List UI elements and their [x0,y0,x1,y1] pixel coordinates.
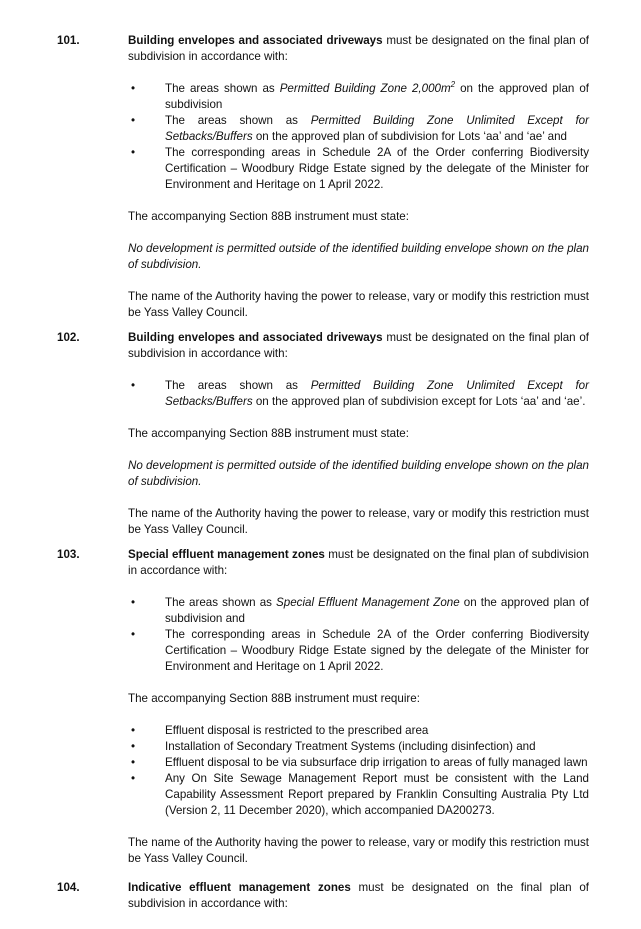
restriction-text: No development is permitted outside of the identified building envelope shown on the plan of subdivision. [128,242,589,271]
restriction-text: No development is permitted outside of the identified building envelope shown on the plan of subdivision. [128,459,589,488]
clause-number: 101. [57,34,80,47]
bullet-icon: • [130,772,136,785]
bullet-list [128,81,589,193]
clause-intro: Building envelopes and associated driveways must be designated on the final plan of subdivision in accordance with: [128,331,590,360]
instrument-text: The accompanying Section 88B instrument must state: [128,427,409,440]
bullet-icon: • [130,740,136,753]
clause-heading: Building envelopes and associated driveways [128,34,383,47]
clause-heading: Indicative effluent management zones [128,881,351,894]
list-item: • The corresponding areas in Schedule 2A of the Order conferring Biodiversity Certification – Woodbury Ridge Estate signed by the delegate of the Minister for Environment and Heritage on 1 April 2022. [128,627,589,675]
clause-body [128,547,589,867]
list-item: • The areas shown as Permitted Building Zone $2,000m^2$ on the approved plan of subdivision [128,81,589,113]
clause-body [128,330,589,538]
list-item: • Any On Site Sewage Management Report must be consistent with the Land Capability Assessment Report prepared by Franklin Consulting Australia Pty Ltd (Version 2, 11 December 2020), which accompanied DA200273. [128,771,589,819]
list-item: • The areas shown as Special Effluent Management Zone on the approved plan of subdivision and [128,595,589,627]
list-item: • The corresponding areas in Schedule 2A of the Order conferring Biodiversity Certification – Woodbury Ridge Estate signed by the delegate of the Minister for Environment and Heritage on 1 April 2022. [128,145,589,193]
clause-heading: Special effluent management zones [128,548,325,561]
clause-number: 104. [57,881,80,894]
bullet-icon: • [130,724,136,737]
list-item: • Effluent disposal is restricted to the prescribed area [128,723,589,739]
list-item: • Installation of Secondary Treatment Systems (including disinfection) and [128,739,589,755]
bullet-icon: • [130,379,136,392]
bullet-icon: • [130,82,136,95]
list-item: • Effluent disposal to be via subsurface drip irrigation to areas of fully managed lawn [128,755,589,771]
bullet-list [128,595,589,675]
bullet-icon: • [130,756,136,769]
clause-body [128,880,589,912]
authority-text: The name of the Authority having the power to release, vary or modify this restriction must be Yass Valley Council. [128,507,589,536]
clause-number: 103. [57,548,80,561]
bullet-list [128,378,589,410]
bullet-icon: • [130,596,136,609]
instrument-text: The accompanying Section 88B instrument must state: [128,210,409,223]
clause-intro: Special effluent management zones must be designated on the final plan of subdivision in accordance with: [128,548,590,577]
list-item: • The areas shown as Permitted Building Zone Unlimited Except for Setbacks/Buffers on the approved plan of subdivision except for Lots ‘aa’ and ‘ae’. [128,378,589,410]
clause-intro: Building envelopes and associated driveways must be designated on the final plan of subdivision in accordance with: [128,34,590,63]
instrument-text: The accompanying Section 88B instrument must require: [128,692,420,705]
authority-text: The name of the Authority having the power to release, vary or modify this restriction must be Yass Valley Council. [128,836,589,865]
bullet-icon: • [130,146,136,159]
clause-number: 102. [57,331,80,344]
bullet-icon: • [130,114,136,127]
clause-body [128,33,589,321]
list-item: • The areas shown as Permitted Building Zone Unlimited Except for Setbacks/Buffers on the approved plan of subdivision for Lots ‘aa’ and ‘ae’ and [128,113,589,145]
bullet-icon: • [130,628,136,641]
clause-heading: Building envelopes and associated driveways [128,331,383,344]
requirements-list [128,723,589,819]
authority-text: The name of the Authority having the power to release, vary or modify this restriction must be Yass Valley Council. [128,290,589,319]
clause-intro: Indicative effluent management zones must be designated on the final plan of subdivision in accordance with: [128,881,589,910]
